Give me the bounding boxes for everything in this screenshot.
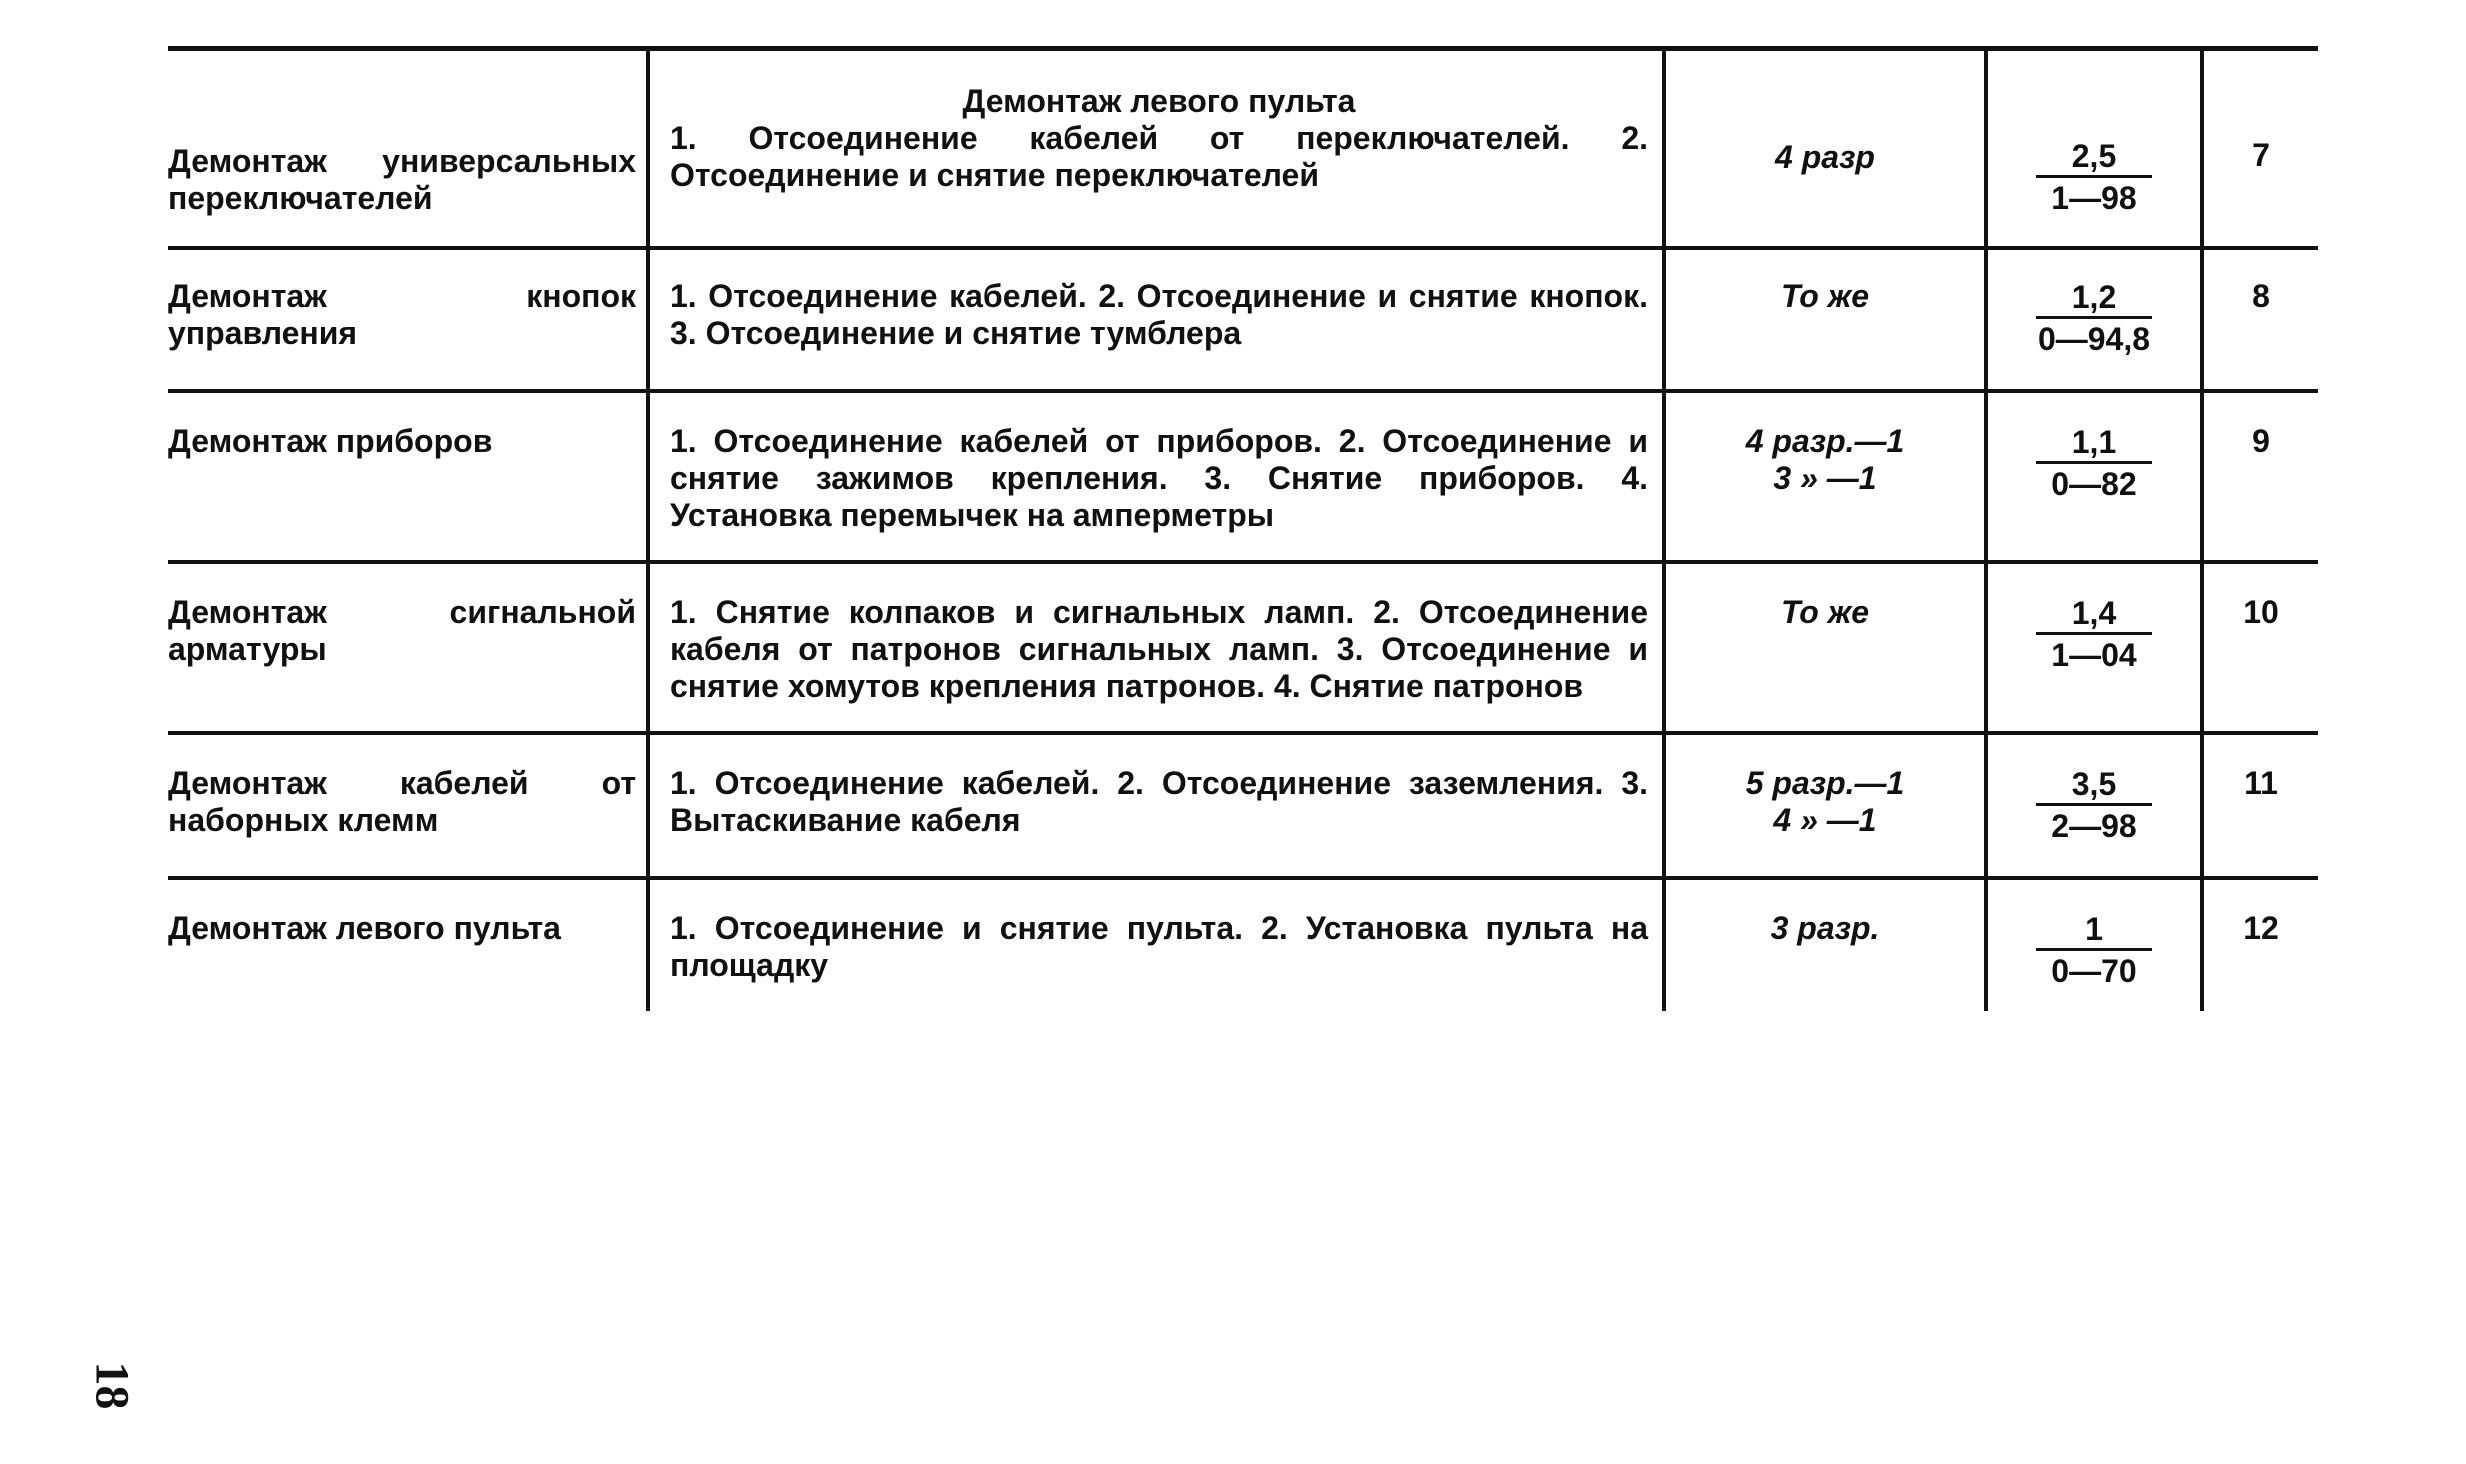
row-number: 12 bbox=[2200, 880, 2318, 1011]
grade-line: 4 » —1 bbox=[1773, 802, 1877, 838]
table-row bbox=[168, 51, 2318, 250]
operation-name: Демонтаж левого пульта bbox=[168, 910, 561, 946]
fraction bbox=[2036, 594, 2152, 675]
fraction bbox=[2036, 423, 2152, 504]
operation-description: 1. Отсоединение кабелей от приборов. 2. Отсоединение и снятие зажимов крепления. 3. Снятие приборов. 4. Установка перемычек на амперметры bbox=[646, 393, 1662, 560]
time-norm: 1 bbox=[2036, 910, 2152, 951]
norm-fraction bbox=[1984, 51, 2200, 246]
row-number: 8 bbox=[2200, 250, 2318, 389]
fraction bbox=[2036, 137, 2152, 218]
grade-line: 4 разр bbox=[1775, 139, 1875, 175]
operation-name: Демонтаж сигнальной арматуры bbox=[168, 594, 636, 667]
operation-description: 1. Отсоединение кабелей. 2. Отсоединение и снятие кнопок. 3. Отсоединение и снятие тумблера bbox=[646, 250, 1662, 389]
price: 0—94,8 bbox=[2037, 321, 2151, 357]
operation-name: Демонтаж универсальных переключателей bbox=[168, 143, 636, 216]
table-row bbox=[168, 880, 2318, 1011]
operation-name: Демонтаж кабелей от наборных клемм bbox=[168, 765, 636, 838]
row-number: 11 bbox=[2200, 735, 2318, 876]
price: 1—98 bbox=[2051, 180, 2137, 216]
price: 2—98 bbox=[2051, 808, 2137, 844]
price: 0—70 bbox=[2051, 953, 2137, 989]
table-row bbox=[168, 393, 2318, 564]
table-row bbox=[168, 564, 2318, 735]
norm-fraction bbox=[1984, 880, 2200, 1011]
worker-grade bbox=[1662, 564, 1984, 731]
operation-description-cell bbox=[646, 51, 1662, 246]
worker-grade bbox=[1662, 51, 1984, 246]
time-norm: 1,2 bbox=[2036, 278, 2152, 319]
norm-fraction bbox=[1984, 393, 2200, 560]
operation-description: 1. Снятие колпаков и сигнальных ламп. 2. Отсоединение кабеля от патронов сигнальных ламп. 3. Отсоединение и снятие хомутов крепления патронов. 4. Снятие патронов bbox=[646, 564, 1662, 731]
time-norm: 1,1 bbox=[2036, 423, 2152, 464]
norm-fraction bbox=[1984, 250, 2200, 389]
grade-line: 3 » —1 bbox=[1773, 460, 1877, 496]
price: 1—04 bbox=[2051, 637, 2137, 673]
time-norm: 3,5 bbox=[2036, 765, 2152, 806]
operation-description: 1. Отсоединение кабелей от переключателей. 2. Отсоединение и снятие переключателей bbox=[670, 120, 1648, 193]
operation-name: Демонтаж кнопок управления bbox=[168, 278, 636, 351]
worker-grade bbox=[1662, 880, 1984, 1011]
price: 0—82 bbox=[2051, 466, 2137, 502]
grade-line: 3 разр. bbox=[1770, 910, 1880, 946]
table-row bbox=[168, 250, 2318, 393]
page-number: 18 bbox=[85, 1361, 139, 1410]
row-number: 9 bbox=[2200, 393, 2318, 560]
fraction bbox=[2036, 910, 2152, 991]
time-norm: 1,4 bbox=[2036, 594, 2152, 635]
operation-description: 1. Отсоединение и снятие пульта. 2. Установка пульта на площадку bbox=[646, 880, 1662, 1011]
grade-line: 5 разр.—1 bbox=[1745, 765, 1905, 801]
grade-line: То же bbox=[1780, 594, 1870, 630]
operation-name: Демонтаж приборов bbox=[168, 423, 493, 459]
row-number: 7 bbox=[2200, 51, 2318, 246]
row-number: 10 bbox=[2200, 564, 2318, 731]
norm-fraction bbox=[1984, 735, 2200, 876]
grade-line: То же bbox=[1780, 278, 1870, 314]
grade-line: 4 разр.—1 bbox=[1745, 423, 1905, 459]
section-title: Демонтаж левого пульта bbox=[962, 83, 1356, 119]
table-row bbox=[168, 735, 2318, 880]
norm-fraction bbox=[1984, 564, 2200, 731]
worker-grade bbox=[1662, 393, 1984, 560]
worker-grade bbox=[1662, 735, 1984, 876]
fraction bbox=[2036, 765, 2152, 846]
operation-description: 1. Отсоединение кабелей. 2. Отсоединение заземления. 3. Вытаскивание кабеля bbox=[646, 735, 1662, 876]
time-norm: 2,5 bbox=[2036, 137, 2152, 178]
fraction bbox=[2036, 278, 2152, 359]
work-table bbox=[168, 46, 2318, 1011]
worker-grade bbox=[1662, 250, 1984, 389]
